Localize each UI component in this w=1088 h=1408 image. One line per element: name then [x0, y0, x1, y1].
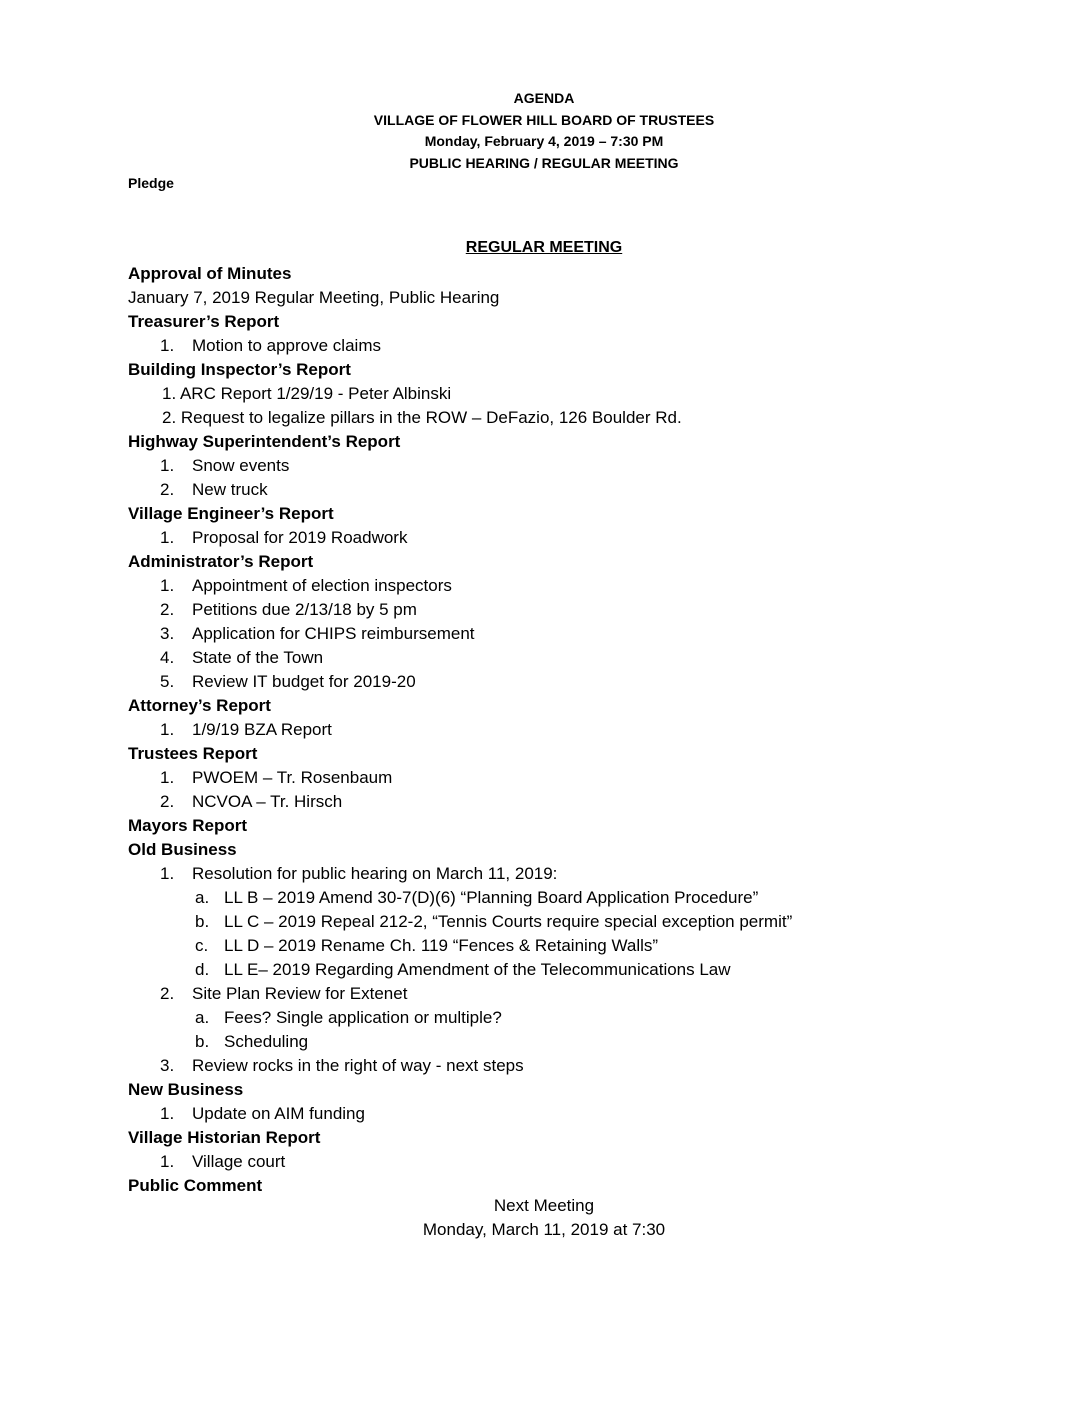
- list-item: [128, 862, 1028, 886]
- item-number: 2.: [160, 792, 175, 811]
- heading-mayors-report: Mayors Report: [128, 816, 248, 835]
- list-item: [128, 1150, 1028, 1174]
- item-text: State of the Town: [192, 648, 324, 667]
- item-number: 1.: [160, 768, 175, 787]
- agenda-list: [128, 262, 1028, 1198]
- sub-list-item: [128, 934, 1028, 958]
- list-item: [128, 646, 1028, 670]
- item-text: 1. ARC Report 1/29/19 - Peter Albinski: [162, 384, 452, 403]
- sub-item-letter: c.: [195, 936, 209, 955]
- item-number: 1.: [160, 720, 175, 739]
- item-text: New truck: [192, 480, 268, 499]
- heading-approval-of-minutes: Approval of Minutes: [128, 264, 292, 283]
- item-number: 1.: [160, 864, 175, 883]
- sub-item-letter: a.: [195, 888, 210, 907]
- sub-item-text: Fees? Single application or multiple?: [224, 1008, 502, 1027]
- list-item: [128, 622, 1028, 646]
- item-text: Review rocks in the right of way - next steps: [192, 1056, 524, 1075]
- header-board-name: VILLAGE OF FLOWER HILL BOARD OF TRUSTEES: [373, 111, 715, 128]
- item-text: NCVOA – Tr. Hirsch: [192, 792, 343, 811]
- heading-village-historian-report: Village Historian Report: [128, 1128, 321, 1147]
- sub-item-text: Scheduling: [224, 1032, 309, 1051]
- list-item: [128, 454, 1028, 478]
- list-item: [128, 382, 1028, 406]
- list-item: [128, 478, 1028, 502]
- sub-item-text: LL E– 2019 Regarding Amendment of the Telecommunications Law: [224, 960, 731, 979]
- sub-item-text: LL D – 2019 Rename Ch. 119 “Fences & Retaining Walls”: [224, 936, 659, 955]
- item-text: Application for CHIPS reimbursement: [192, 624, 475, 643]
- item-number: 1.: [160, 1104, 175, 1123]
- document-header: [0, 88, 1088, 174]
- header-meeting-date: Monday, February 4, 2019 – 7:30 PM: [424, 133, 664, 149]
- item-number: 1.: [160, 1152, 175, 1171]
- item-text: PWOEM – Tr. Rosenbaum: [192, 768, 393, 787]
- section-title: REGULAR MEETING: [465, 239, 623, 256]
- next-meeting-footer: [0, 1194, 1088, 1242]
- list-item: [128, 718, 1028, 742]
- item-number: 2.: [160, 984, 175, 1003]
- item-text: Review IT budget for 2019-20: [192, 672, 416, 691]
- item-number: 2.: [160, 600, 175, 619]
- list-item: [128, 406, 1028, 430]
- list-item: [128, 982, 1028, 1006]
- item-number: 5.: [160, 672, 175, 691]
- list-item: [128, 670, 1028, 694]
- item-number: 1.: [160, 456, 175, 475]
- sub-item-letter: a.: [195, 1008, 210, 1027]
- item-text: 1/9/19 BZA Report: [192, 720, 332, 739]
- list-item: [128, 526, 1028, 550]
- item-text: Snow events: [192, 456, 290, 475]
- heading-village-engineers-report: Village Engineer’s Report: [128, 504, 334, 523]
- sub-item-text: LL C – 2019 Repeal 212-2, “Tennis Courts require special exception permit”: [224, 912, 793, 931]
- sub-item-letter: b.: [195, 912, 210, 931]
- list-item: [128, 598, 1028, 622]
- item-number: 4.: [160, 648, 175, 667]
- heading-public-comment: Public Comment: [128, 1176, 263, 1195]
- pledge-label: Pledge: [128, 175, 174, 191]
- heading-administrators-report: Administrator’s Report: [128, 552, 314, 571]
- item-text: Petitions due 2/13/18 by 5 pm: [192, 600, 417, 619]
- item-text: Motion to approve claims: [192, 336, 381, 355]
- approval-of-minutes-text: January 7, 2019 Regular Meeting, Public Hearing: [128, 288, 500, 307]
- sub-list-item: [128, 1030, 1028, 1054]
- list-item: [128, 790, 1028, 814]
- list-item: [128, 766, 1028, 790]
- item-number: 1.: [160, 576, 175, 595]
- heading-old-business: Old Business: [128, 840, 237, 859]
- item-text: Site Plan Review for Extenet: [192, 984, 408, 1003]
- sub-list-item: [128, 958, 1028, 982]
- sub-list-item: [128, 910, 1028, 934]
- sub-list-item: [128, 886, 1028, 910]
- item-text: Village court: [192, 1152, 286, 1171]
- item-number: 1.: [160, 528, 175, 547]
- item-text: 2. Request to legalize pillars in the ROW – DeFazio, 126 Boulder Rd.: [162, 408, 682, 427]
- heading-building-inspectors-report: Building Inspector’s Report: [128, 360, 351, 379]
- item-text: Appointment of election inspectors: [192, 576, 452, 595]
- sub-item-text: LL B – 2019 Amend 30-7(D)(6) “Planning Board Application Procedure”: [224, 888, 759, 907]
- list-item: [128, 1054, 1028, 1078]
- heading-new-business: New Business: [128, 1080, 244, 1099]
- next-meeting-date: Monday, March 11, 2019 at 7:30: [422, 1220, 666, 1239]
- item-number: 2.: [160, 480, 175, 499]
- list-item: [128, 1102, 1028, 1126]
- item-number: 3.: [160, 1056, 175, 1075]
- header-agenda-label: AGENDA: [513, 90, 575, 106]
- sub-list-item: [128, 1006, 1028, 1030]
- next-meeting-label: Next Meeting: [493, 1196, 595, 1215]
- item-number: 3.: [160, 624, 175, 643]
- item-text: Proposal for 2019 Roadwork: [192, 528, 408, 547]
- heading-attorneys-report: Attorney’s Report: [128, 696, 271, 715]
- item-text: Resolution for public hearing on March 11, 2019:: [192, 864, 558, 883]
- item-number: 1.: [160, 336, 175, 355]
- heading-treasurers-report: Treasurer’s Report: [128, 312, 280, 331]
- sub-item-letter: b.: [195, 1032, 210, 1051]
- list-item: [128, 334, 1028, 358]
- heading-highway-superintendents-report: Highway Superintendent’s Report: [128, 432, 401, 451]
- sub-item-letter: d.: [195, 960, 210, 979]
- header-meeting-type: PUBLIC HEARING / REGULAR MEETING: [409, 154, 679, 171]
- item-text: Update on AIM funding: [192, 1104, 365, 1123]
- list-item: [128, 574, 1028, 598]
- heading-trustees-report: Trustees Report: [128, 744, 258, 763]
